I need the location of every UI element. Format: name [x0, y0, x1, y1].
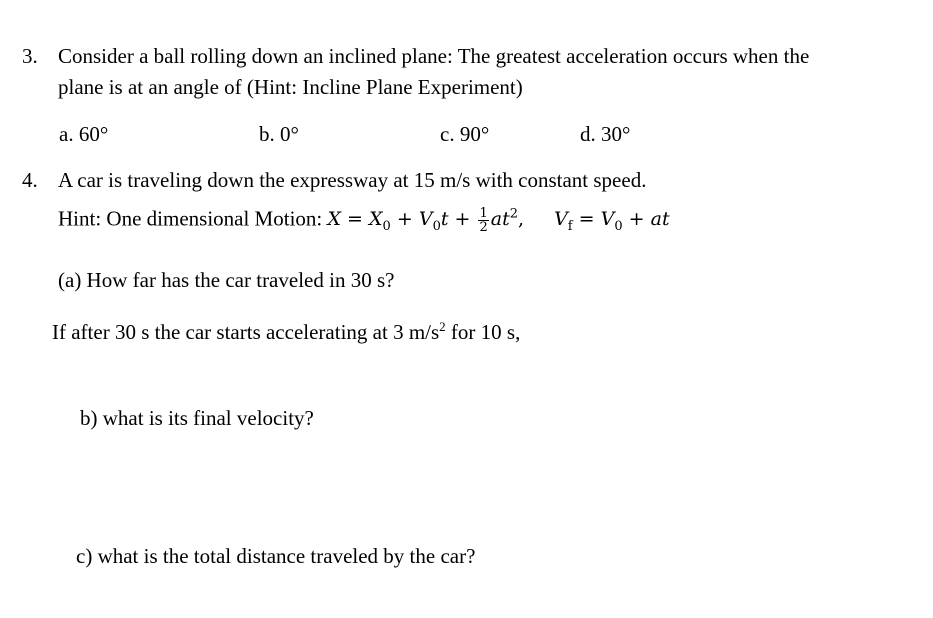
q4-text-line1: A car is traveling down the expressway at 15 m/s with constant speed. — [58, 168, 647, 192]
q3-option-c: c. 90° — [440, 122, 490, 146]
q3-text-line1: Consider a ball rolling down an inclined plane: The greatest acceleration occurs when the — [58, 44, 810, 68]
position-equation: $X = X_0 + V_0t$ + $\frac{1}{2}$ $at^2$, — [327, 205, 525, 235]
velocity-equation: $V_f = V_0$ + at — [554, 208, 670, 235]
q4-part-b: b) what is its final velocity? — [80, 406, 314, 430]
q4-part-a: (a) How far has the car traveled in 30 s? — [58, 268, 395, 292]
q4-number: 4. — [22, 168, 38, 192]
q3-option-b: b. 0° — [259, 122, 299, 146]
q4-part-c: c) what is the total distance traveled by the car? — [76, 544, 476, 568]
hint-label: Hint: One dimensional Motion: — [58, 206, 328, 231]
q4-acceleration-text: If after 30 s the car starts accelerating at 3 $m/s^2$ for 10 s, — [52, 319, 521, 344]
q3-option-d: d. 30° — [580, 122, 631, 146]
q3-text-line2: plane is at an angle of (Hint: Incline Plane Experiment) — [58, 75, 523, 99]
fraction-one-half: $\frac{1}{2}$ — [479, 205, 488, 235]
q3-number: 3. — [22, 44, 38, 68]
q3-option-a: a. 60° — [59, 122, 109, 146]
q4-hint — [58, 202, 670, 240]
